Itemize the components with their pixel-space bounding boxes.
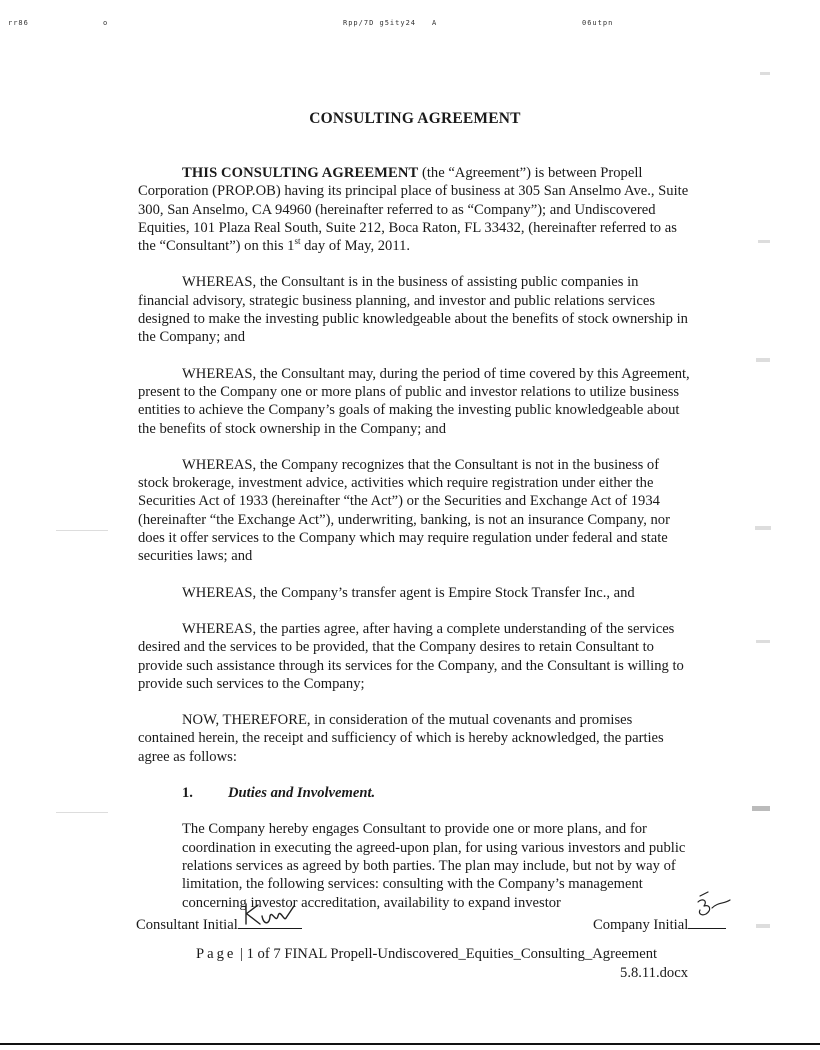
footer-page-word: Page <box>196 946 237 962</box>
intro-ordinal: st <box>294 236 301 247</box>
section-name: Duties and Involvement. <box>228 785 376 802</box>
consultant-initial-block <box>136 912 302 934</box>
whereas-paragraph: WHEREAS, the Consultant may, during the period of time covered by this Agreement, present to the Company one or more plans of public and investor relations to utilize business entities to achieve the Company’s goals of making the investing public knowledgeable about the benefits of stock ownership in the Company; and <box>138 365 690 437</box>
fax-header-center: Rpp/7D g5ity24 <box>343 19 417 27</box>
initials-row <box>0 910 820 940</box>
intro-paragraph <box>138 164 690 255</box>
scan-speck <box>56 812 108 813</box>
whereas-paragraph: WHEREAS, the Company’s transfer agent is Empire Stock Transfer Inc., and <box>182 584 635 601</box>
scan-speck <box>760 72 770 75</box>
fax-header <box>0 19 820 31</box>
scan-speck <box>756 640 770 643</box>
document-title: CONSULTING AGREEMENT <box>309 110 521 127</box>
whereas-paragraph: WHEREAS, the Company recognizes that the Consultant is not in the business of stock brokerage, investment advice, activities which require registration under either the Securities Act of 1933 (hereinafter “the Act”) or the Securities and Exchange Act of 1934 (hereinafter “the Exchange Act”), underwriting, banking, is not an insurance Company, nor does it offer services to the Company which may require regulation under federal and state securities laws; and <box>138 456 670 565</box>
consultant-initial-label: Consultant Initial <box>136 917 238 933</box>
consultant-initial-line <box>238 912 302 929</box>
fax-header-right: 06utpn <box>582 19 614 27</box>
scan-speck <box>56 530 108 531</box>
scan-speck <box>756 358 770 362</box>
fax-header-mark: o <box>103 19 109 27</box>
company-initial-label: Company Initial <box>593 917 689 933</box>
scan-speck <box>756 924 770 928</box>
scan-speck <box>755 526 771 530</box>
consultant-initials-signature <box>240 900 302 928</box>
footer-filename: FINAL Propell-Undiscovered_Equities_Consulting_Agreement <box>284 946 658 962</box>
section-body: The Company hereby engages Consultant to provide one or more plans, and for coordination in executing the agreed-upon plan, for using various investors and public relations services as agreed by both parties. The plan may include, but not by way of limitation, the following services: consulting with the Company’s management concerning investor accreditation, availability to expand investor <box>182 821 686 911</box>
page-bottom-edge <box>0 1043 820 1045</box>
footer-line-1 <box>196 945 688 964</box>
company-initials-signature <box>688 888 732 928</box>
scan-speck <box>758 240 770 243</box>
company-initial-block <box>593 912 726 934</box>
whereas-paragraph: WHEREAS, the parties agree, after having a complete understanding of the services desired and the services to be provided, that the Company desires to retain Consultant to provide such assistance through its services for the Company, and the Consultant is willing to provide such services to the Company; <box>138 620 684 692</box>
section-heading <box>182 784 690 802</box>
page-footer <box>196 945 688 983</box>
intro-date: day of May, 2011. <box>300 238 411 255</box>
document-body <box>138 164 690 912</box>
fax-header-letter: A <box>432 19 438 27</box>
footer-separator: | <box>240 946 243 962</box>
fax-header-left: rr86 <box>8 19 29 27</box>
footer-page-number: 1 of 7 <box>246 946 281 962</box>
footer-filename-extension: 5.8.11.docx <box>620 965 688 981</box>
whereas-paragraph: WHEREAS, the Consultant is in the business of assisting public companies in financial advisory, strategic business planning, and investor and public relations services designed to make the investing public knowledgeable about the benefits of stock ownership in the Company; and <box>138 274 688 346</box>
intro-text: (the “Agreement”) is between Propell Corporation (PROP.OB) having its principal place of business at 305 San Anselmo Ave., Suite 300, San Anselmo, CA 94960 (hereinafter referred to as “Company”); and Undiscovered Equities, 101 Plaza Real South, Suite 212, Boca Raton, FL 33432, (hereinafter referred to as the “Consultant”) on this 1 <box>138 165 689 255</box>
company-initial-line <box>688 912 726 929</box>
intro-lead: THIS CONSULTING AGREEMENT <box>182 165 419 181</box>
scan-speck <box>752 806 770 811</box>
section-number: 1. <box>182 785 193 802</box>
now-therefore-paragraph: NOW, THEREFORE, in consideration of the mutual covenants and promises contained herein, the receipt and sufficiency of which is hereby acknowledged, the parties agree as follows: <box>138 712 664 765</box>
